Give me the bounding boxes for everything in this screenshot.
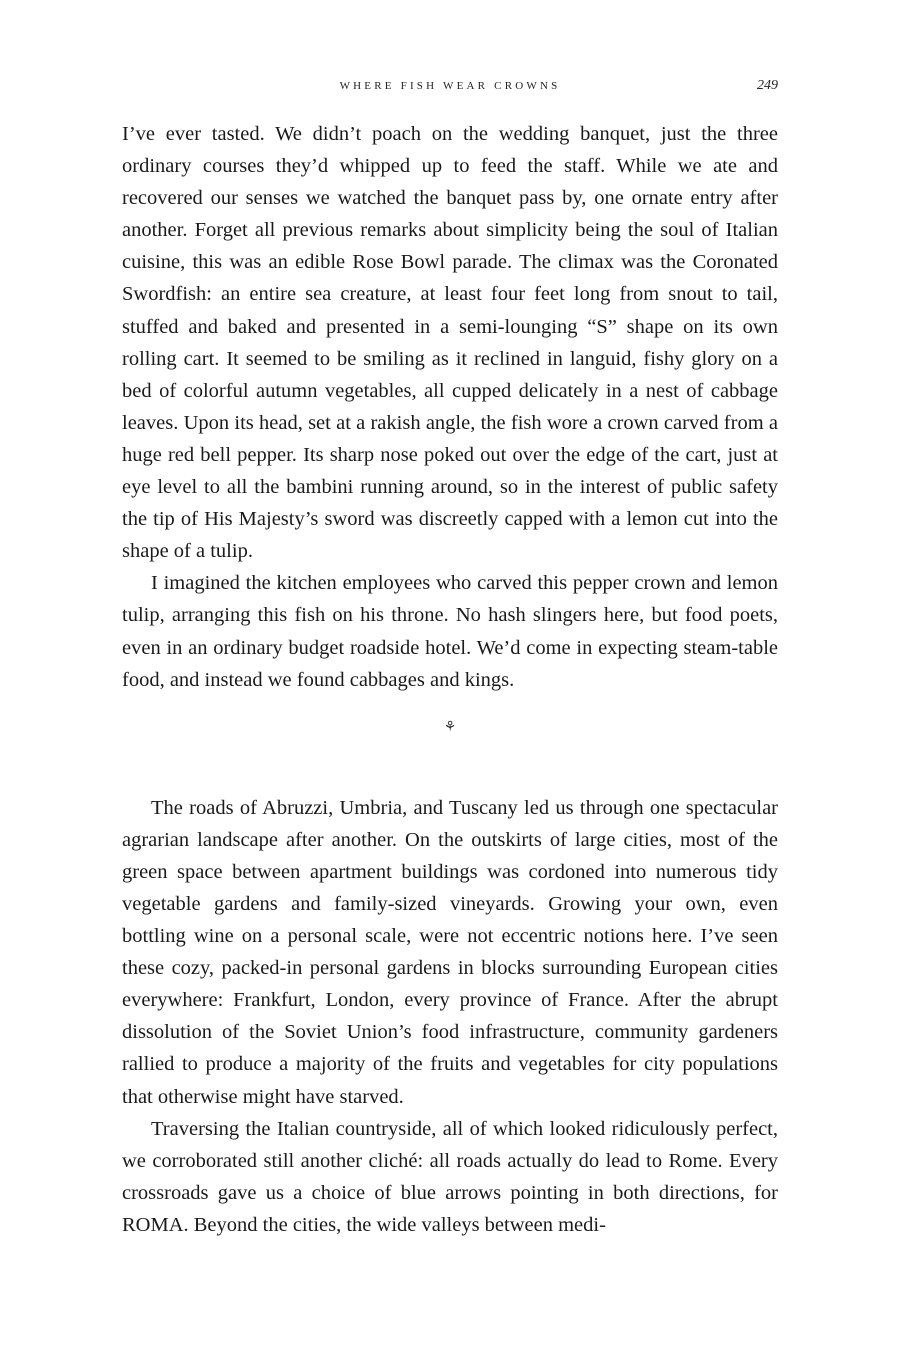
running-title: WHERE FISH WEAR CROWNS [339,80,561,92]
section-gap [122,760,778,792]
page-number: 249 [757,78,778,93]
paragraph-1: I’ve ever tasted. We didn’t poach on the wedding banquet, just the three ordinary courses they’d whipped up to feed the staff. While we ate and recovered our senses we watched the banquet pass by, one ornate entry after another. Forget all previous remarks about simplicity being the soul of Italian cuisine, this was an edible Rose Bowl parade. The climax was the Coronated Swordfish: an entire sea creature, at least four feet long from snout to tail, stuffed and baked and presented in a semi-lounging “S” shape on its own rolling cart. It seemed to be smiling as it reclined in languid, fishy glory on a bed of colorful autumn vegetables, all cupped delicately in a nest of cabbage leaves. Upon its head, set at a rakish angle, the fish wore a crown carved from a huge red bell pepper. Its sharp nose poked out over the edge of the cart, just at eye level to all the bambini running around, so in the interest of public safety the tip of His Majesty’s sword was discreetly capped with a lemon cut into the shape of a tulip. [122,123,778,563]
book-page [122,0,778,1350]
paragraph-4: Traversing the Italian countryside, all of which looked ridiculously perfect, we corroborated still another cliché: all roads actually do lead to Rome. Every crossroads gave us a choice of blue arrows pointing in both directions, for ROMA. Beyond the cities, the wide valleys between medi- [122,1117,778,1236]
paragraph-2: I imagined the kitchen employees who carved this pepper crown and lemon tulip, arranging this fish on his throne. No hash slingers here, but food poets, even in an ordinary budget roadside hotel. We’d come in expecting steam-table food, and instead we found cabbages and kings. [122,572,778,691]
paragraph-3: The roads of Abruzzi, Umbria, and Tuscany led us through one spectacular agrarian landscape after another. On the outskirts of large cities, most of the green space between apartment buildings was cordoned into numerous tidy vegetable gardens and family-sized vineyards. Growing your own, even bottling wine on a personal scale, were not eccentric notions here. I’ve seen these cozy, packed-in personal gardens in blocks surrounding European cities everywhere: Frankfurt, London, every province of France. After the abrupt dissolution of the Soviet Union’s food infrastructure, community gardeners rallied to produce a majority of the fruits and vegetables for city populations that otherwise might have starved. [122,796,778,1108]
body-text [122,118,778,1241]
section-break-ornament-icon: ⚘ [443,719,457,735]
running-head [122,78,778,98]
